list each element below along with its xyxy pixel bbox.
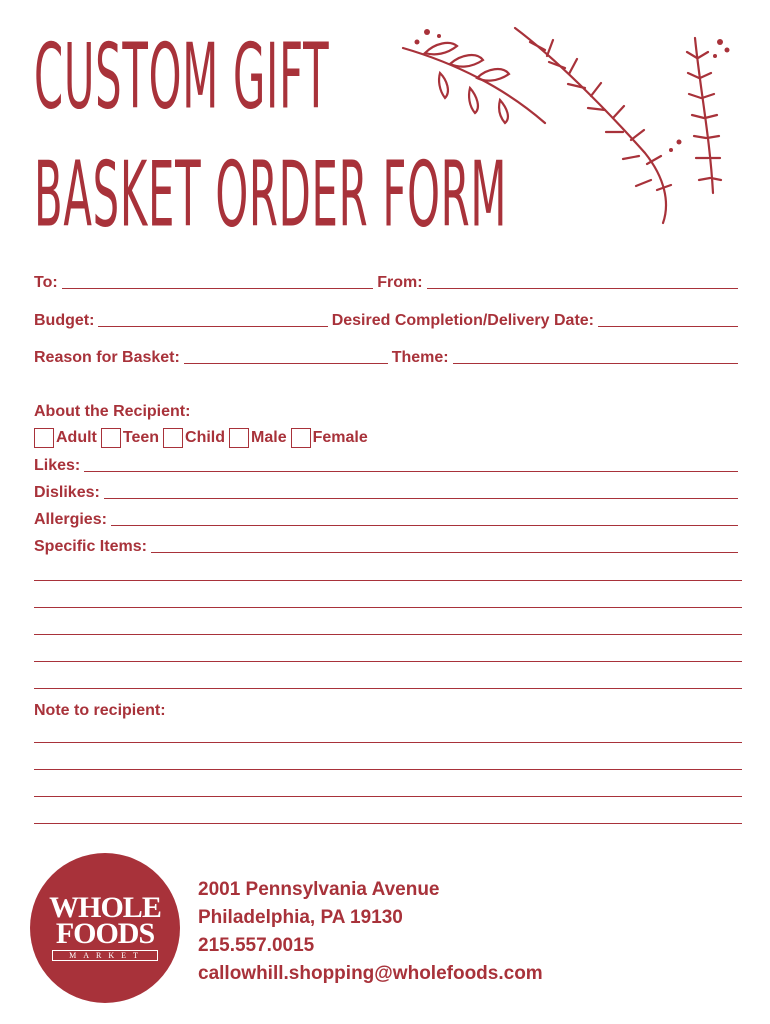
specific-items-line[interactable] <box>34 580 742 581</box>
female-label: Female <box>312 429 368 446</box>
leaf-branch-illustration <box>395 18 765 253</box>
title-line-1: CUSTOM GIFT <box>34 24 330 130</box>
checkbox-box[interactable] <box>34 428 54 448</box>
budget-row <box>34 310 742 330</box>
teen-checkbox[interactable] <box>101 428 159 448</box>
from-field[interactable] <box>427 287 739 289</box>
specific-items-line[interactable] <box>34 607 742 608</box>
specific-items-line[interactable] <box>34 688 742 689</box>
checkbox-box[interactable] <box>163 428 183 448</box>
child-checkbox[interactable] <box>163 428 225 448</box>
budget-field[interactable] <box>98 325 327 327</box>
delivery-date-field[interactable] <box>598 325 738 327</box>
allergies-label: Allergies: <box>34 511 107 528</box>
specific-items-field[interactable] <box>151 551 738 553</box>
recipient-checkboxes <box>34 428 372 448</box>
logo-wordmark <box>30 891 180 950</box>
delivery-date-label: Desired Completion/Delivery Date: <box>331 312 594 329</box>
dislikes-label: Dislikes: <box>34 484 100 501</box>
to-from-row <box>34 272 742 292</box>
note-line[interactable] <box>34 769 742 770</box>
child-label: Child <box>185 429 226 446</box>
store-phone: 215.557.0015 <box>198 935 315 956</box>
to-field[interactable] <box>62 287 374 289</box>
specific-items-row <box>34 536 742 556</box>
store-email: callowhill.shopping@wholefoods.com <box>198 963 543 984</box>
likes-field[interactable] <box>84 470 738 472</box>
whole-foods-logo <box>30 853 180 1003</box>
note-line[interactable] <box>34 742 742 743</box>
dislikes-row <box>34 482 742 502</box>
note-label: Note to recipient: <box>34 702 166 719</box>
female-checkbox[interactable] <box>291 428 368 448</box>
note-line[interactable] <box>34 796 742 797</box>
dislikes-field[interactable] <box>104 497 738 499</box>
likes-label: Likes: <box>34 457 81 474</box>
reason-label: Reason for Basket: <box>34 349 180 366</box>
specific-items-line[interactable] <box>34 661 742 662</box>
store-address: 2001 Pennsylvania Avenue <box>198 879 440 900</box>
about-recipient-row <box>34 401 742 421</box>
adult-checkbox[interactable] <box>34 428 97 448</box>
specific-items-label: Specific Items: <box>34 538 147 555</box>
specific-items-line[interactable] <box>34 634 742 635</box>
male-checkbox[interactable] <box>229 428 287 448</box>
to-label: To: <box>34 274 58 291</box>
male-label: Male <box>251 429 287 446</box>
note-row <box>34 700 742 720</box>
note-line[interactable] <box>34 823 742 824</box>
checkbox-box[interactable] <box>101 428 121 448</box>
checkbox-box[interactable] <box>291 428 311 448</box>
reason-field[interactable] <box>184 362 388 364</box>
logo-market: MARKET <box>52 950 158 961</box>
likes-row <box>34 455 742 475</box>
checkbox-box[interactable] <box>229 428 249 448</box>
allergies-field[interactable] <box>111 524 738 526</box>
reason-row <box>34 347 742 367</box>
about-recipient-label: About the Recipient: <box>34 403 191 420</box>
logo-line-1: WHOLE <box>49 891 161 924</box>
from-label: From: <box>377 274 423 291</box>
adult-label: Adult <box>56 429 97 446</box>
theme-label: Theme: <box>391 349 449 366</box>
title-line-2: BASKET ORDER FORM <box>34 142 508 248</box>
logo-line-2: FOODS <box>55 917 155 950</box>
budget-label: Budget: <box>34 312 95 329</box>
allergies-row <box>34 509 742 529</box>
teen-label: Teen <box>122 429 160 446</box>
theme-field[interactable] <box>453 362 738 364</box>
store-contact-info <box>198 876 543 988</box>
store-city: Philadelphia, PA 19130 <box>198 907 403 928</box>
